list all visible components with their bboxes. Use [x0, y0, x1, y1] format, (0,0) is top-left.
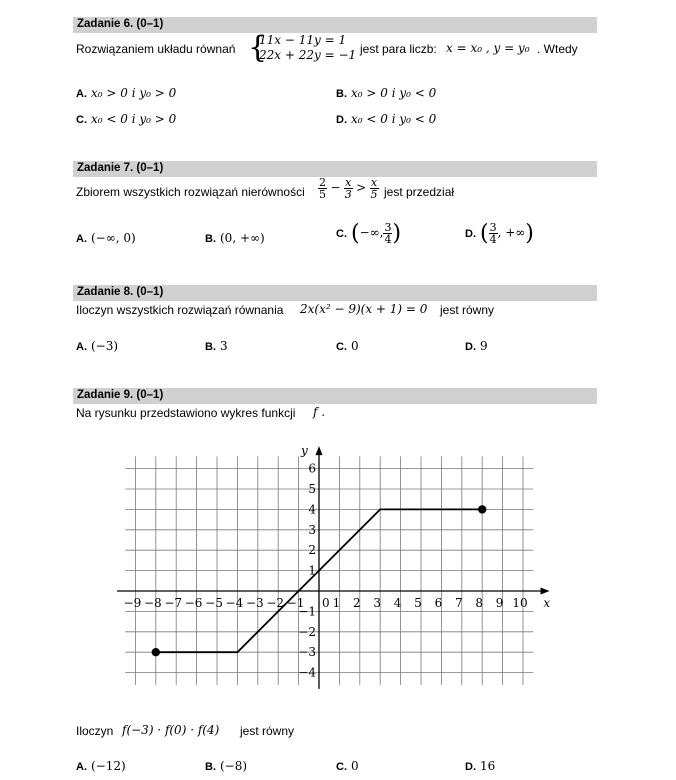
option-text: 0: [351, 759, 359, 773]
option-den: 4: [489, 233, 497, 246]
z9-option-b[interactable]: [205, 759, 247, 773]
option-letter: A.: [76, 88, 87, 100]
option-text: −∞,: [359, 225, 384, 240]
endpoint-dot: [478, 505, 486, 513]
z6-intro: Rozwiązaniem układu równań: [76, 42, 236, 56]
z9-question-pre: Iloczyn: [76, 724, 114, 738]
option-num: 3: [489, 221, 497, 234]
x-tick-label: 2: [352, 596, 361, 610]
z7-option-c[interactable]: C. (−∞, $\frac{3}{4}$ ): [336, 221, 402, 246]
option-text: (−3): [91, 339, 119, 353]
z7-option-d[interactable]: D. ( $\frac{3}{4}$ , +∞): [465, 221, 534, 246]
x-tick-label: −8: [143, 596, 162, 610]
z7-f1-den: 5: [319, 188, 326, 201]
y-tick-label: 5: [308, 482, 316, 496]
option-letter: D.: [465, 341, 476, 353]
y-axis-label: y: [301, 443, 308, 458]
y-tick-label: −4: [298, 665, 316, 680]
x-tick-label: 5: [414, 596, 422, 610]
z9-intro: Na rysunku przedstawiono wykres funkcji: [76, 406, 296, 420]
z7-intro: Zbiorem wszystkich rozwiązań nierówności: [76, 185, 305, 199]
z9-fname: f .: [313, 405, 326, 419]
option-letter: A.: [76, 233, 87, 245]
option-text: , +∞: [497, 225, 526, 240]
z9-option-a[interactable]: [76, 759, 126, 773]
z8-equation: 2x(x² − 9)(x + 1) = 0: [300, 302, 428, 316]
option-letter: C.: [336, 341, 347, 353]
z9-option-c[interactable]: [336, 759, 359, 773]
z8-outro: jest równy: [440, 303, 495, 317]
option-text: (0, +∞): [220, 231, 265, 245]
x-tick-label: 8: [475, 596, 484, 610]
y-tick-label: −3: [298, 645, 316, 660]
option-letter: C.: [336, 227, 347, 240]
option-letter: A.: [76, 761, 87, 773]
option-num: 3: [384, 221, 392, 234]
z6-brace: {: [248, 30, 268, 65]
option-letter: D.: [465, 227, 476, 240]
x-tick-label: −5: [205, 596, 223, 610]
z9-question-post: jest równy: [240, 724, 295, 738]
option-text: x₀ > 0 i y₀ < 0: [351, 86, 437, 100]
option-text: (−12): [91, 759, 126, 773]
x-tick-label: −2: [266, 596, 285, 610]
z7-gt: >: [356, 180, 367, 195]
x-tick-label: −4: [225, 596, 244, 610]
option-den: 4: [384, 233, 392, 246]
option-letter: C.: [336, 761, 347, 773]
option-text: x₀ < 0 i y₀ < 0: [351, 112, 437, 126]
z7-outro: jest przedział: [384, 185, 455, 199]
z8-intro: Iloczyn wszystkich rozwiązań równania: [76, 303, 284, 317]
z7-f2-num: x: [345, 176, 352, 189]
z6-pair: x = x₀ , y = y₀: [446, 41, 530, 55]
z6-outro: jest para liczb:: [360, 42, 437, 56]
z7-header: Zadanie 7. (0–1): [77, 162, 164, 174]
x-tick-label: 6: [434, 596, 443, 610]
endpoint-dot: [152, 648, 160, 656]
x-tick-label: −3: [245, 596, 264, 610]
y-axis-arrow: [316, 446, 323, 455]
option-text: (−∞, 0): [91, 231, 136, 245]
z9-question-expr: f(−3) · f(0) · f(4): [122, 723, 220, 737]
option-letter: B.: [205, 761, 216, 773]
option-letter: B.: [336, 88, 347, 100]
x-axis-arrow: [541, 588, 550, 595]
option-text: 3: [220, 339, 228, 353]
y-tick-label: 3: [308, 522, 316, 537]
z7-f3-den: 5: [370, 188, 378, 201]
z6-eq1: 11x − 11y = 1: [259, 33, 347, 47]
x-tick-label: −7: [164, 596, 183, 610]
z6-header: Zadanie 6. (0–1): [77, 18, 164, 30]
option-text: (−8): [220, 759, 248, 773]
x-tick-label: −6: [184, 596, 203, 610]
option-text: 0: [351, 339, 359, 353]
option-text: x₀ > 0 i y₀ > 0: [91, 86, 177, 100]
y-tick-label: 6: [308, 461, 316, 476]
y-tick-label: −1: [298, 604, 316, 619]
y-tick-label: 4: [308, 502, 316, 517]
z7-f1-num: 2: [319, 176, 326, 189]
option-letter: A.: [76, 341, 87, 353]
x-tick-label: 9: [495, 596, 504, 610]
x-tick-label: 1: [332, 596, 341, 610]
z6-eq2: 22x + 22y = −1: [259, 48, 357, 62]
x-axis-label: x: [543, 596, 551, 610]
x-tick-label: −1: [286, 596, 305, 610]
z7-minus: −: [330, 180, 341, 195]
option-letter: D.: [336, 114, 347, 126]
z8-header: Zadanie 8. (0–1): [77, 286, 164, 298]
z9-header: Zadanie 9. (0–1): [77, 389, 164, 401]
y-tick-label: 1: [308, 563, 316, 578]
x-tick-label: 4: [393, 596, 402, 610]
option-text: x₀ < 0 i y₀ > 0: [91, 112, 177, 126]
x-tick-label: 10: [512, 596, 528, 610]
option-text: 16: [480, 759, 496, 773]
y-tick-label: −2: [298, 624, 316, 639]
z6-wtedy: . Wtedy: [537, 42, 578, 56]
y-tick-label: 2: [308, 543, 316, 558]
option-letter: D.: [465, 761, 476, 773]
z7-f3-num: x: [370, 176, 378, 189]
grid: [125, 456, 533, 684]
x-tick-label: 7: [454, 596, 463, 610]
z9-option-d[interactable]: [465, 759, 495, 773]
z7-f2-den: 3: [344, 188, 352, 201]
x-tick-label: 3: [373, 596, 382, 610]
option-letter: B.: [205, 341, 216, 353]
option-letter: C.: [76, 114, 87, 126]
x-tick-label: 0: [322, 596, 330, 610]
option-text: 9: [480, 339, 488, 353]
option-letter: B.: [205, 233, 216, 245]
x-tick-label: −9: [123, 596, 142, 610]
